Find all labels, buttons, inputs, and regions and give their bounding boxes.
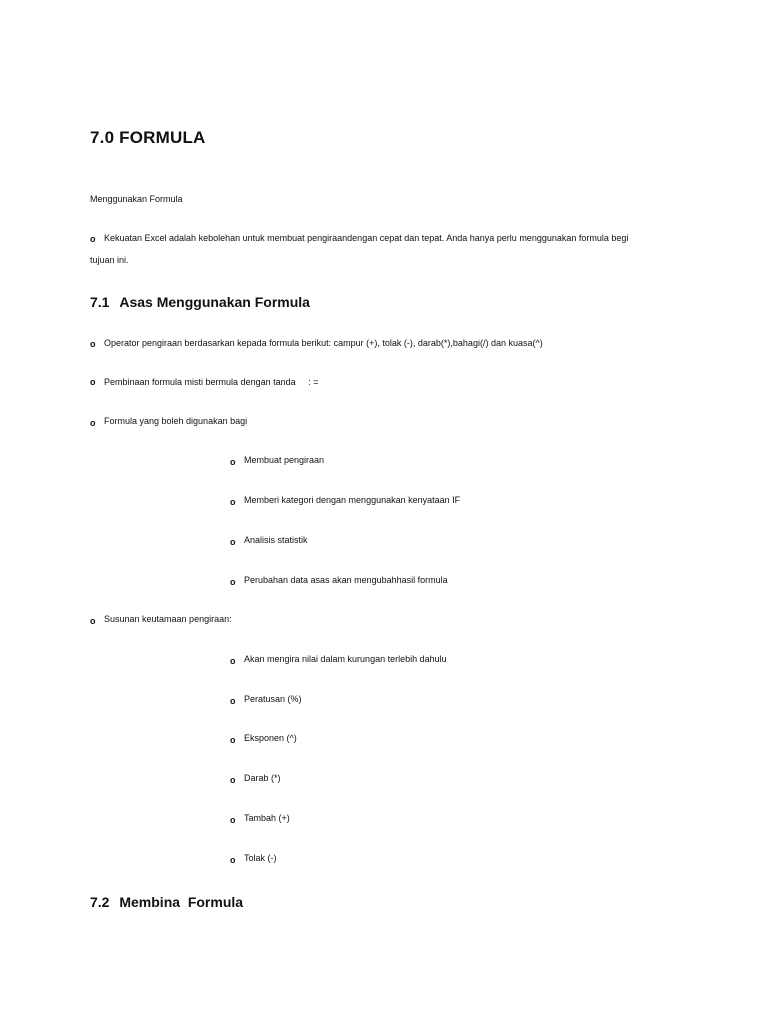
page-title: 7.0 FORMULA	[90, 128, 206, 147]
list-item: Eksponen (^)	[244, 733, 297, 743]
section-title: Membina Formula	[119, 894, 244, 910]
bullet-icon: o	[90, 377, 96, 387]
bullet-icon: o	[230, 656, 236, 666]
bullet-icon: o	[230, 497, 236, 507]
bullet-icon: o	[230, 855, 236, 865]
section-number: 7.1	[90, 294, 110, 310]
list-item: Tolak (-)	[244, 853, 277, 863]
bullet-icon: o	[90, 418, 96, 428]
list-item: Peratusan (%)	[244, 694, 302, 704]
section-7-1-heading	[90, 294, 310, 310]
bullet-icon: o	[230, 735, 236, 745]
bullet-icon: o	[230, 537, 236, 547]
list-item: Akan mengira nilai dalam kurungan terlebih dahulu	[244, 654, 447, 664]
list-item: Darab (*)	[244, 773, 281, 783]
intro-text-line-1: Kekuatan Excel adalah kebolehan untuk membuat pengiraandengan cepat dan tepat. Anda hanya perlu menggunakan formula begi	[104, 233, 629, 243]
operator-text: Operator pengiraan berdasarkan kepada formula berikut: campur (+), tolak (-), darab(*),bahagi(/) dan kuasa(^)	[104, 338, 543, 348]
bullet-icon: o	[90, 616, 96, 626]
intro-text-line-2: tujuan ini.	[90, 255, 129, 265]
bullet-icon: o	[230, 775, 236, 785]
intro-subheading: Menggunakan Formula	[90, 194, 183, 204]
list-item: Membuat pengiraan	[244, 455, 325, 465]
bullet-icon: o	[230, 577, 236, 587]
formula-start-label: Pembinaan formula misti bermula dengan tanda	[104, 377, 296, 387]
uses-heading: Formula yang boleh digunakan bagi	[104, 416, 248, 426]
list-item: Memberi kategori dengan menggunakan kenyataan IF	[244, 495, 461, 505]
section-7-2-heading	[90, 894, 243, 910]
list-item: Perubahan data asas akan mengubahhasil formula	[244, 575, 448, 585]
section-number: 7.2	[90, 894, 110, 910]
bullet-icon: o	[230, 457, 236, 467]
bullet-icon: o	[230, 815, 236, 825]
bullet-icon: o	[230, 696, 236, 706]
formula-start-text	[104, 377, 318, 387]
bullet-icon: o	[90, 234, 96, 244]
order-heading: Susunan keutamaan pengiraan:	[104, 614, 232, 624]
section-title: Asas Menggunakan Formula	[119, 294, 310, 310]
formula-start-sign: : =	[308, 377, 319, 387]
list-item: Tambah (+)	[244, 813, 290, 823]
bullet-icon: o	[90, 339, 96, 349]
list-item: Analisis statistik	[244, 535, 308, 545]
